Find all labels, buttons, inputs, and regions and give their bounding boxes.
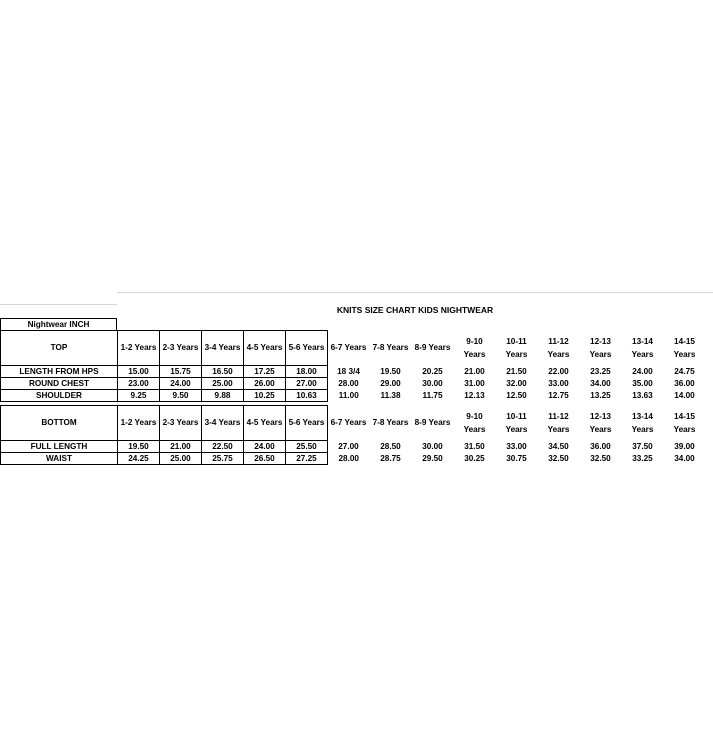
size-header-text: 9-10	[466, 412, 483, 421]
size-header-text: 3-4 Years	[204, 343, 241, 352]
measurement-value: 13.25	[590, 390, 611, 400]
size-header	[622, 406, 664, 441]
measurement-value: 34.00	[674, 453, 695, 463]
size-header-text: 8-9 Years	[414, 418, 451, 427]
measurement-value: 23.25	[590, 366, 611, 376]
size-header-text: Years	[673, 425, 696, 434]
unit-header: Nightwear INCH	[0, 318, 117, 331]
size-header-text: 5-6 Years	[288, 343, 325, 352]
size-header	[118, 406, 160, 441]
measurement-value: 25.50	[286, 441, 328, 453]
size-header-text: Years	[505, 425, 528, 434]
measurement-value: 15.00	[118, 366, 160, 378]
size-header	[328, 406, 370, 441]
size-header-text: 10-11	[506, 412, 527, 421]
size-header	[496, 331, 538, 366]
measurement-value: 30.75	[506, 453, 527, 463]
size-header-text: 11-12	[548, 337, 569, 346]
measurement-value: 22.50	[202, 441, 244, 453]
size-header-text: 14-15	[674, 412, 695, 421]
measurement-value: 10.25	[244, 390, 286, 402]
measurement-value: 10.63	[286, 390, 328, 402]
size-header-text: 3-4 Years	[204, 418, 241, 427]
size-header-text: 13-14	[632, 412, 653, 421]
size-header-text: 1-2 Years	[120, 343, 157, 352]
size-header-text: Years	[589, 350, 612, 359]
measurement-value: 32.00	[506, 378, 527, 388]
measurement-value: 16.50	[202, 366, 244, 378]
table-row	[1, 366, 706, 378]
sheet-gridline	[0, 304, 117, 305]
measurement-value: 36.00	[590, 441, 611, 451]
size-header	[202, 331, 244, 366]
table-row	[1, 441, 706, 453]
size-header	[244, 406, 286, 441]
size-header	[580, 406, 622, 441]
measurement-value: 12.50	[506, 390, 527, 400]
size-header-text: 6-7 Years	[330, 418, 367, 427]
size-header-text: Years	[631, 350, 654, 359]
measurement-value: 9.50	[160, 390, 202, 402]
size-header	[538, 331, 580, 366]
size-header	[118, 331, 160, 366]
size-header-text: 4-5 Years	[246, 343, 283, 352]
size-header-text: Years	[463, 425, 486, 434]
size-header	[370, 331, 412, 366]
measurement-value: 29.00	[380, 378, 401, 388]
bottom-section-label: BOTTOM	[1, 406, 118, 441]
measurement-value: 32.50	[590, 453, 611, 463]
measurement-value: 28.75	[380, 453, 401, 463]
size-header	[244, 331, 286, 366]
measurement-value: 12.13	[464, 390, 485, 400]
measurement-value: 21.00	[464, 366, 485, 376]
measurement-value: 24.25	[118, 453, 160, 465]
table-row	[1, 390, 706, 402]
size-header-text: Years	[589, 425, 612, 434]
size-header	[286, 406, 328, 441]
measurement-value: 20.25	[422, 366, 443, 376]
size-header-text: 8-9 Years	[414, 343, 451, 352]
measurement-value: 35.00	[632, 378, 653, 388]
size-header-text: 12-13	[590, 337, 611, 346]
measurement-value: 22.00	[548, 366, 569, 376]
measurement-label: FULL LENGTH	[1, 441, 118, 453]
table-row	[1, 378, 706, 390]
size-header-text: 5-6 Years	[288, 418, 325, 427]
measurement-value: 30.25	[464, 453, 485, 463]
size-header	[538, 406, 580, 441]
size-header-text: 1-2 Years	[120, 418, 157, 427]
measurement-value: 25.00	[202, 378, 244, 390]
measurement-value: 12.75	[548, 390, 569, 400]
measurement-value: 26.00	[244, 378, 286, 390]
measurement-value: 32.50	[548, 453, 569, 463]
measurement-value: 39.00	[674, 441, 695, 451]
size-header-text: 4-5 Years	[246, 418, 283, 427]
measurement-value: 29.50	[422, 453, 443, 463]
measurement-value: 28.50	[380, 441, 401, 451]
size-header	[664, 331, 706, 366]
measurement-value: 24.00	[244, 441, 286, 453]
measurement-value: 18.00	[286, 366, 328, 378]
size-header	[286, 331, 328, 366]
size-header	[370, 406, 412, 441]
measurement-label: LENGTH FROM HPS	[1, 366, 118, 378]
measurement-value: 13.63	[632, 390, 653, 400]
top-size-table	[0, 330, 706, 402]
size-header	[496, 406, 538, 441]
size-header	[412, 406, 454, 441]
measurement-value: 19.50	[118, 441, 160, 453]
measurement-value: 24.00	[160, 378, 202, 390]
measurement-value: 23.00	[118, 378, 160, 390]
size-header	[622, 331, 664, 366]
measurement-value: 27.00	[286, 378, 328, 390]
measurement-value: 28.00	[338, 378, 359, 388]
table-row	[1, 453, 706, 465]
top-section-label: TOP	[1, 331, 118, 366]
measurement-value: 15.75	[160, 366, 202, 378]
measurement-value: 36.00	[674, 378, 695, 388]
measurement-value: 21.00	[160, 441, 202, 453]
size-header	[412, 331, 454, 366]
measurement-value: 30.00	[422, 378, 443, 388]
measurement-value: 27.00	[338, 441, 359, 451]
measurement-value: 33.00	[506, 441, 527, 451]
measurement-value: 28.00	[338, 453, 359, 463]
size-header-text: Years	[631, 425, 654, 434]
measurement-value: 9.25	[118, 390, 160, 402]
measurement-value: 24.75	[674, 366, 695, 376]
measurement-value: 18 3/4	[337, 366, 360, 376]
measurement-value: 25.75	[202, 453, 244, 465]
size-header	[580, 331, 622, 366]
size-header-text: 6-7 Years	[330, 343, 367, 352]
size-header-text: Years	[547, 350, 570, 359]
size-header-text: 7-8 Years	[372, 418, 409, 427]
size-header-text: 7-8 Years	[372, 343, 409, 352]
size-header-text: Years	[463, 350, 486, 359]
measurement-value: 11.00	[338, 390, 359, 400]
size-header	[454, 406, 496, 441]
measurement-value: 14.00	[674, 390, 695, 400]
measurement-label: SHOULDER	[1, 390, 118, 402]
measurement-value: 9.88	[202, 390, 244, 402]
measurement-label: WAIST	[1, 453, 118, 465]
size-header-text: 10-11	[506, 337, 527, 346]
measurement-value: 11.75	[422, 390, 443, 400]
measurement-value: 33.00	[548, 378, 569, 388]
measurement-value: 19.50	[380, 366, 401, 376]
size-header-text: 2-3 Years	[162, 343, 199, 352]
size-header-text: 12-13	[590, 412, 611, 421]
size-header	[664, 406, 706, 441]
size-header	[328, 331, 370, 366]
size-header-text: 11-12	[548, 412, 569, 421]
measurement-value: 25.00	[160, 453, 202, 465]
bottom-size-table	[0, 405, 706, 465]
sheet-gridline	[117, 292, 713, 293]
chart-title: KNITS SIZE CHART KIDS NIGHTWEAR	[336, 305, 494, 315]
measurement-value: 11.38	[380, 390, 401, 400]
measurement-value: 30.00	[422, 441, 443, 451]
measurement-value: 34.50	[548, 441, 569, 451]
size-header	[160, 406, 202, 441]
size-header-text: Years	[547, 425, 570, 434]
measurement-value: 34.00	[590, 378, 611, 388]
size-header-text: 13-14	[632, 337, 653, 346]
measurement-value: 21.50	[506, 366, 527, 376]
measurement-value: 26.50	[244, 453, 286, 465]
size-header	[202, 406, 244, 441]
size-header-text: 14-15	[674, 337, 695, 346]
measurement-value: 37.50	[632, 441, 653, 451]
size-header-text: Years	[673, 350, 696, 359]
size-header-text: 9-10	[466, 337, 483, 346]
size-header-text: Years	[505, 350, 528, 359]
size-header	[454, 331, 496, 366]
measurement-value: 27.25	[286, 453, 328, 465]
measurement-value: 17.25	[244, 366, 286, 378]
size-header	[160, 331, 202, 366]
size-header-text: 2-3 Years	[162, 418, 199, 427]
measurement-value: 31.50	[464, 441, 485, 451]
measurement-value: 31.00	[464, 378, 485, 388]
measurement-label: ROUND CHEST	[1, 378, 118, 390]
measurement-value: 33.25	[632, 453, 653, 463]
measurement-value: 24.00	[632, 366, 653, 376]
